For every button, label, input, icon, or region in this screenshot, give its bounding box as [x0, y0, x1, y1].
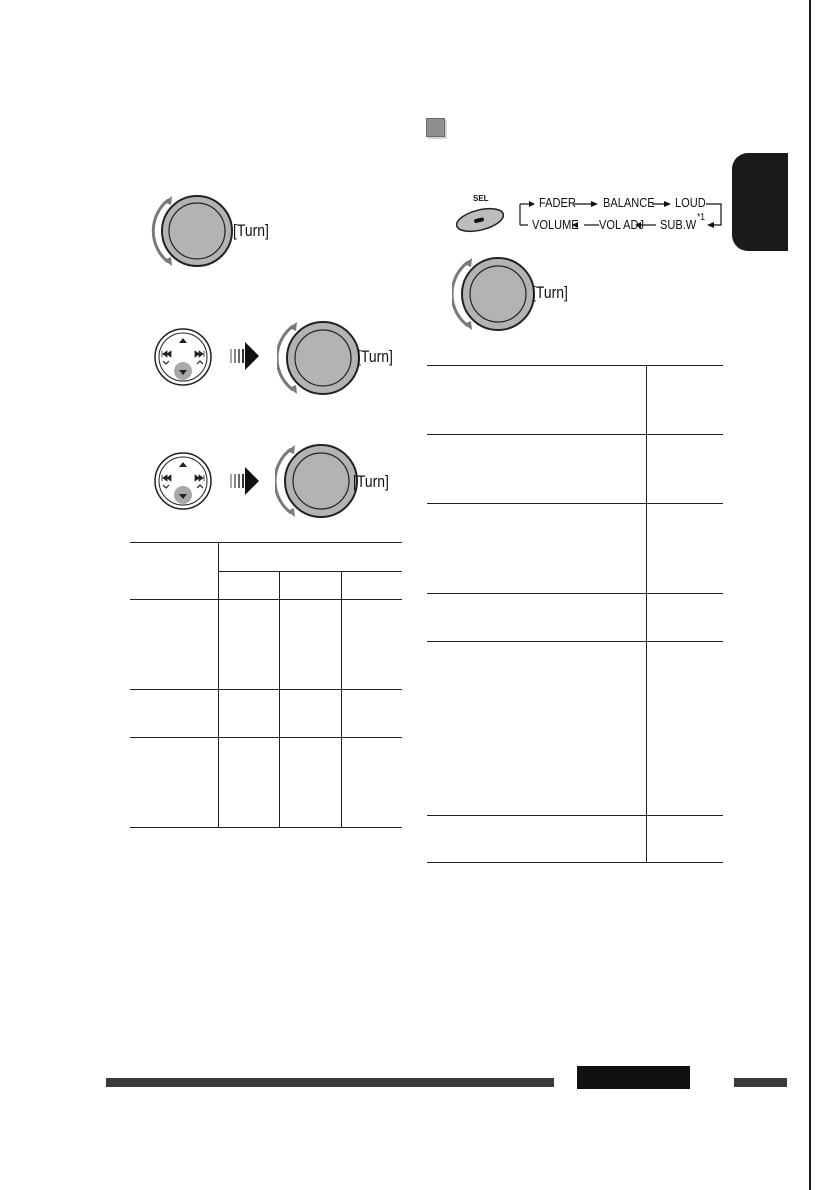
page-number-box: [577, 1066, 690, 1089]
menu-item-fader: FADER: [539, 195, 576, 210]
language-tab: [732, 153, 788, 251]
turn-label: [Turn]: [532, 283, 568, 302]
menu-item-volume: VOLUME: [532, 217, 579, 232]
turn-label: [Turn]: [233, 221, 269, 240]
rotary-knob-icon: [275, 441, 365, 521]
cursor-pad-icon: [153, 327, 213, 387]
menu-item-vol-adj: VOL ADJ: [599, 217, 645, 232]
arrow-right-icon: [230, 464, 260, 498]
turn-label: [Turn]: [353, 472, 389, 491]
footnote-mark: *1: [697, 212, 706, 223]
arrow-right-icon: [230, 339, 260, 373]
rotary-knob-icon: [150, 186, 240, 276]
page-edge-line: [809, 0, 811, 1190]
footer-bar: [106, 1078, 554, 1087]
sel-button-icon[interactable]: [450, 204, 510, 234]
cursor-pad-icon: [153, 451, 213, 511]
menu-item-balance: BALANCE: [603, 195, 655, 210]
turn-label: [Turn]: [357, 347, 393, 366]
section-square-icon: [426, 118, 445, 137]
sel-button-label: SEL: [473, 194, 489, 203]
menu-item-loud: LOUD: [675, 195, 706, 210]
rotary-knob-icon: [452, 252, 542, 336]
rotary-knob-icon: [277, 318, 367, 398]
menu-item-sub-w: SUB.W: [660, 217, 697, 232]
footer-bar-right: [734, 1078, 787, 1087]
